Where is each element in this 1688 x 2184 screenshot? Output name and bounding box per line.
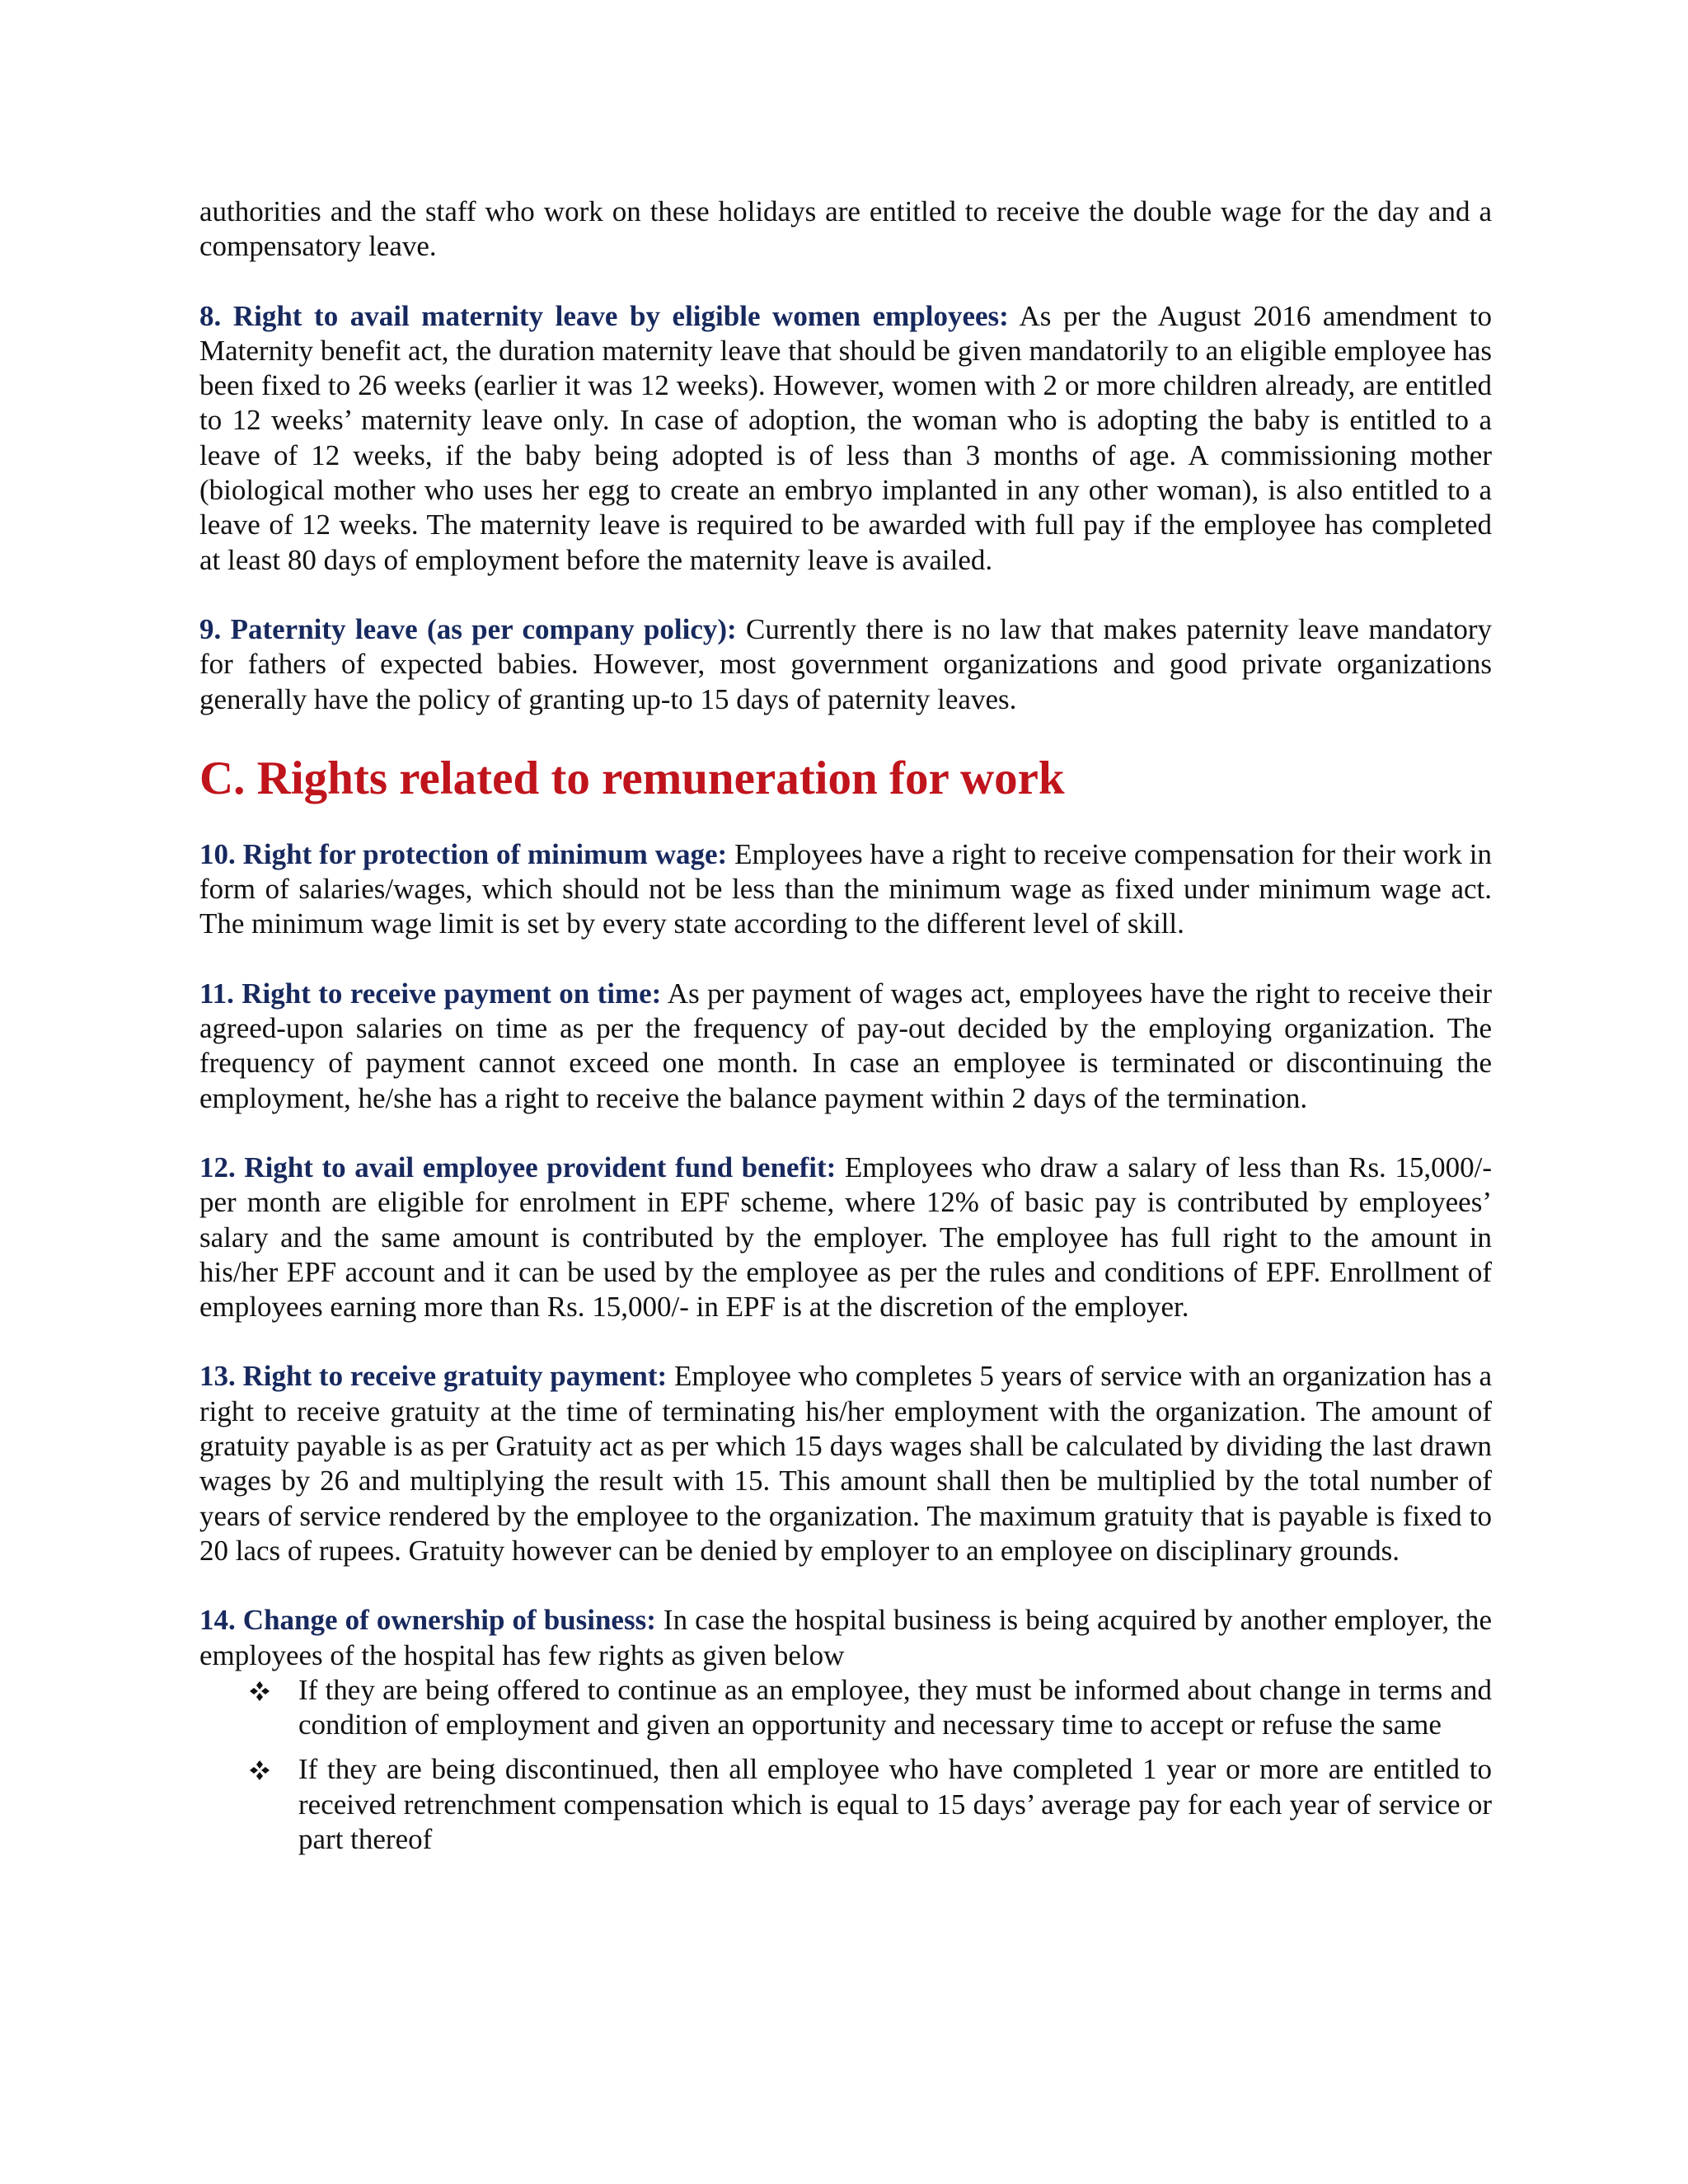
item-10-title: 10. Right for protection of minimum wage: bbox=[199, 837, 728, 870]
item-13-title: 13. Right to receive gratuity payment: bbox=[199, 1360, 668, 1393]
item-11-paragraph bbox=[199, 977, 1492, 1116]
item-9-body: Currently there is no law that makes paternity leave mandatory for fathers of expected babies. However, most government organizations and good private organizations generally have the policy of granting up-to 15 days of paternity leaves. bbox=[199, 612, 1492, 715]
item-14-title: 14. Change of ownership of business: bbox=[199, 1604, 656, 1637]
item-11-title: 11. Right to receive payment on time: bbox=[199, 977, 662, 1010]
item-14-paragraph bbox=[199, 1603, 1492, 1673]
item-12-title: 12. Right to avail employee provident fund benefit: bbox=[199, 1151, 837, 1183]
four-diamond-bullet-icon bbox=[249, 1760, 270, 1781]
bullet-text: If they are being discontinued, then all employee who have completed 1 year or more are entitled to received retrenchment compensation which is equal to 15 days’ average pay for each year of service or part thereof bbox=[298, 1753, 1492, 1855]
item-8-title: 8. Right to avail maternity leave by eligible women employees: bbox=[199, 299, 1009, 332]
four-diamond-bullet-icon bbox=[249, 1680, 270, 1702]
item-13-paragraph bbox=[199, 1359, 1492, 1568]
document-page bbox=[199, 194, 1492, 1867]
item-14-bullet-list bbox=[199, 1673, 1492, 1857]
list-item bbox=[199, 1752, 1492, 1857]
item-13-body: Employee who completes 5 years of service with an organization has a right to receive gratuity at the time of terminating his/her employment with the organization. The amount of gratuity payable is as per Gratuity act as per which 15 days wages shall be calculated by dividing the last drawn wages by 26 and multiplying the result with 15. This amount shall then be multiplied by the total number of years of service rendered by the employee to the organization. The maximum gratuity that is payable is fixed to 20 lacs of rupees. Gratuity however can be denied by employer to an employee on disciplinary grounds. bbox=[199, 1360, 1492, 1567]
item-10-body: Employees have a right to receive compensation for their work in form of salaries/wages, which should not be less than the minimum wage as fixed under minimum wage act. The minimum wage limit is set by every state according to the different level of skill. bbox=[199, 837, 1492, 940]
item-14-body: In case the hospital business is being acquired by another employer, the employees of the hospital has few rights as given below bbox=[199, 1604, 1493, 1671]
item-9-title: 9. Paternity leave (as per company policy): bbox=[199, 612, 737, 645]
item-10-paragraph bbox=[199, 837, 1492, 942]
item-11-body: As per payment of wages act, employees have the right to receive their agreed-upon salaries on time as per the frequency of pay-out decided by the employing organization. The frequency of payment cannot exceed one month. In case an employee is terminated or discontinuing the employment, he/she has a right to receive the balance payment within 2 days of the termination. bbox=[199, 977, 1493, 1114]
section-c-heading: C. Rights related to remuneration for work bbox=[199, 752, 1065, 804]
item-9-paragraph bbox=[199, 612, 1492, 717]
item-8-paragraph bbox=[199, 299, 1492, 578]
intro-paragraph: authorities and the staff who work on these holidays are entitled to receive the double wage for the day and a compensatory leave. bbox=[199, 195, 1492, 263]
list-item bbox=[199, 1673, 1492, 1743]
bullet-text: If they are being offered to continue as an employee, they must be informed about change in terms and condition of employment and given an opportunity and necessary time to accept or refuse the same bbox=[298, 1673, 1492, 1741]
item-12-paragraph bbox=[199, 1151, 1492, 1324]
item-12-body: Employees who draw a salary of less than Rs. 15,000/- per month are eligible for enrolment in EPF scheme, where 12% of basic pay is contributed by employees’ salary and the same amount is contributed by the employer. The employee has full right to the amount in his/her EPF account and it can be used by the employee as per the rules and conditions of EPF. Enrollment of employees earning more than Rs. 15,000/- in EPF is at the discretion of the employer. bbox=[199, 1151, 1492, 1324]
item-8-body: As per the August 2016 amendment to Maternity benefit act, the duration maternity leave that should be given mandatorily to an eligible employee has been fixed to 26 weeks (earlier it was 12 weeks). However, women with 2 or more children already, are entitled to 12 weeks’ maternity leave only. In case of adoption, the woman who is adopting the baby is entitled to a leave of 12 weeks, if the baby being adopted is of less than 3 months of age. A commissioning mother (biological mother who uses her egg to create an embryo implanted in any other woman), is also entitled to a leave of 12 weeks. The maternity leave is required to be awarded with full pay if the employee has completed at least 80 days of employment before the maternity leave is availed. bbox=[199, 299, 1493, 576]
